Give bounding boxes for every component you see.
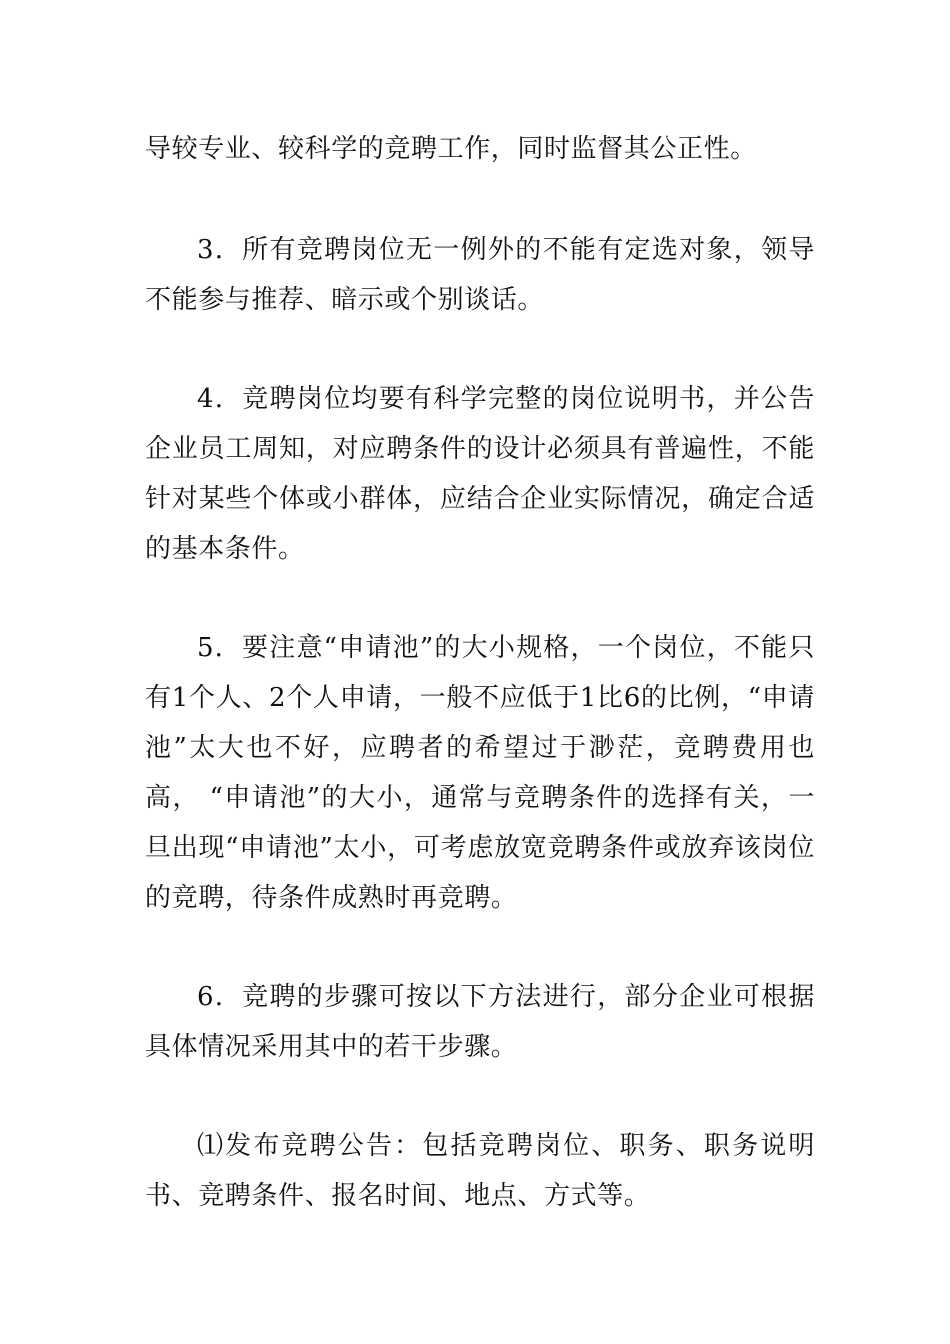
paragraph-continuation: 导较专业、较科学的竞聘工作，同时监督其公正性。	[145, 134, 757, 164]
paragraph-item-6: 6．竞聘的步骤可按以下方法进行，部分企业可根据具体情况采用其中的若干步骤。	[145, 982, 815, 1062]
paragraph-item-5: 5．要注意“申请池”的大小规格，一个岗位，不能只有1个人、2个人申请，一般不应低于1比6的比例，“申请池”太大也不好，应聘者的希望过于渺茫，竞聘费用也高， “申请池”的大小，通常与竞聘条件的选择有关，一旦出现“申请池”太小，可考虑放宽竞聘条件或放弃该岗位的竞聘，待条件成熟时再竞聘。	[145, 633, 815, 913]
paragraph-step-1: ⑴发布竞聘公告：包括竞聘岗位、职务、职务说明书、竞聘条件、报名时间、地点、方式等。	[145, 1131, 815, 1211]
paragraph-item-3: 3．所有竞聘岗位无一例外的不能有定选对象，领导不能参与推荐、暗示或个别谈话。	[145, 235, 815, 315]
paragraph-item-4: 4．竞聘岗位均要有科学完整的岗位说明书，并公告企业员工周知，对应聘条件的设计必须具有普遍性，不能针对某些个体或小群体，应结合企业实际情况，确定合适的基本条件。	[145, 384, 815, 564]
